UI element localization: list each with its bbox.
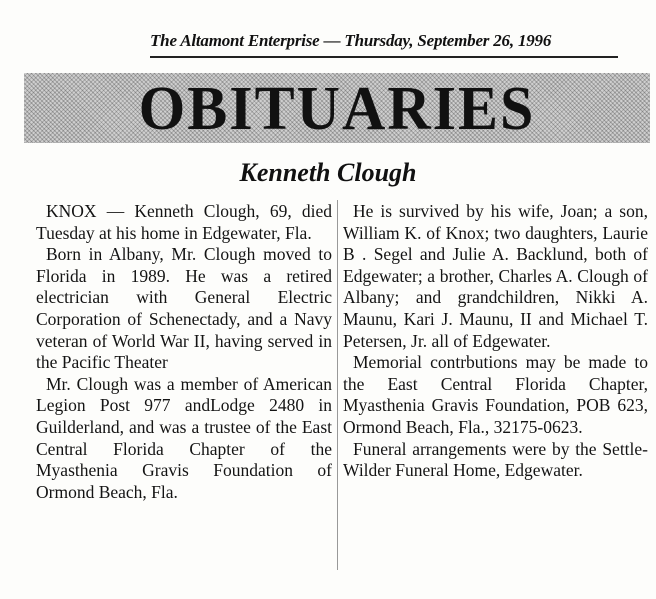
- masthead-dateline: The Altamont Enterprise — Thursday, September 26, 1996: [150, 31, 552, 50]
- column-divider: [337, 200, 338, 570]
- paragraph: Born in Albany, Mr. Clough moved to Florida in 1989. He was a retired electrician with General Electric Corporation of Schenectady, and a Navy veteran of World War II, having served in the Pacific Theater: [36, 244, 332, 373]
- obituary-name: Kenneth Clough: [239, 158, 417, 187]
- text-column-right: [343, 201, 648, 482]
- paragraph: He is survived by his wife, Joan; a son, William K. of Knox; two daughters, Laurie B . Segel and Julie A. Backlund, both of Edgewater; a brother, Charles A. Clough of Albany; and grandchildren, Nikki A. Maunu, Kari J. Maunu, II and Michael T. Petersen, Jr. all of Edgewater.: [343, 201, 648, 351]
- section-title: OBITUARIES: [138, 73, 536, 143]
- paragraph: Funeral arrangements were by the Settle-Wilder Funeral Home, Edgewater.: [343, 438, 648, 481]
- section-banner: [24, 73, 650, 143]
- masthead-rule: [150, 56, 618, 58]
- paragraph: Memorial contrbutions may be made to the East Central Florida Chapter, Myasthenia Gravis Foundation, POB 623, Ormond Beach, Fla., 32175-0623.: [343, 352, 648, 437]
- text-column-left: [36, 201, 332, 503]
- paragraph: Mr. Clough was a member of American Legion Post 977 andLodge 2480 in Guilderland, and was a trustee of the East Central Florida Chapter of the Myasthenia Gravis Foundation of Ormond Beach, Fla.: [36, 373, 332, 502]
- paragraph: KNOX — Kenneth Clough, 69, died Tuesday at his home in Edgewater, Fla.: [36, 201, 332, 243]
